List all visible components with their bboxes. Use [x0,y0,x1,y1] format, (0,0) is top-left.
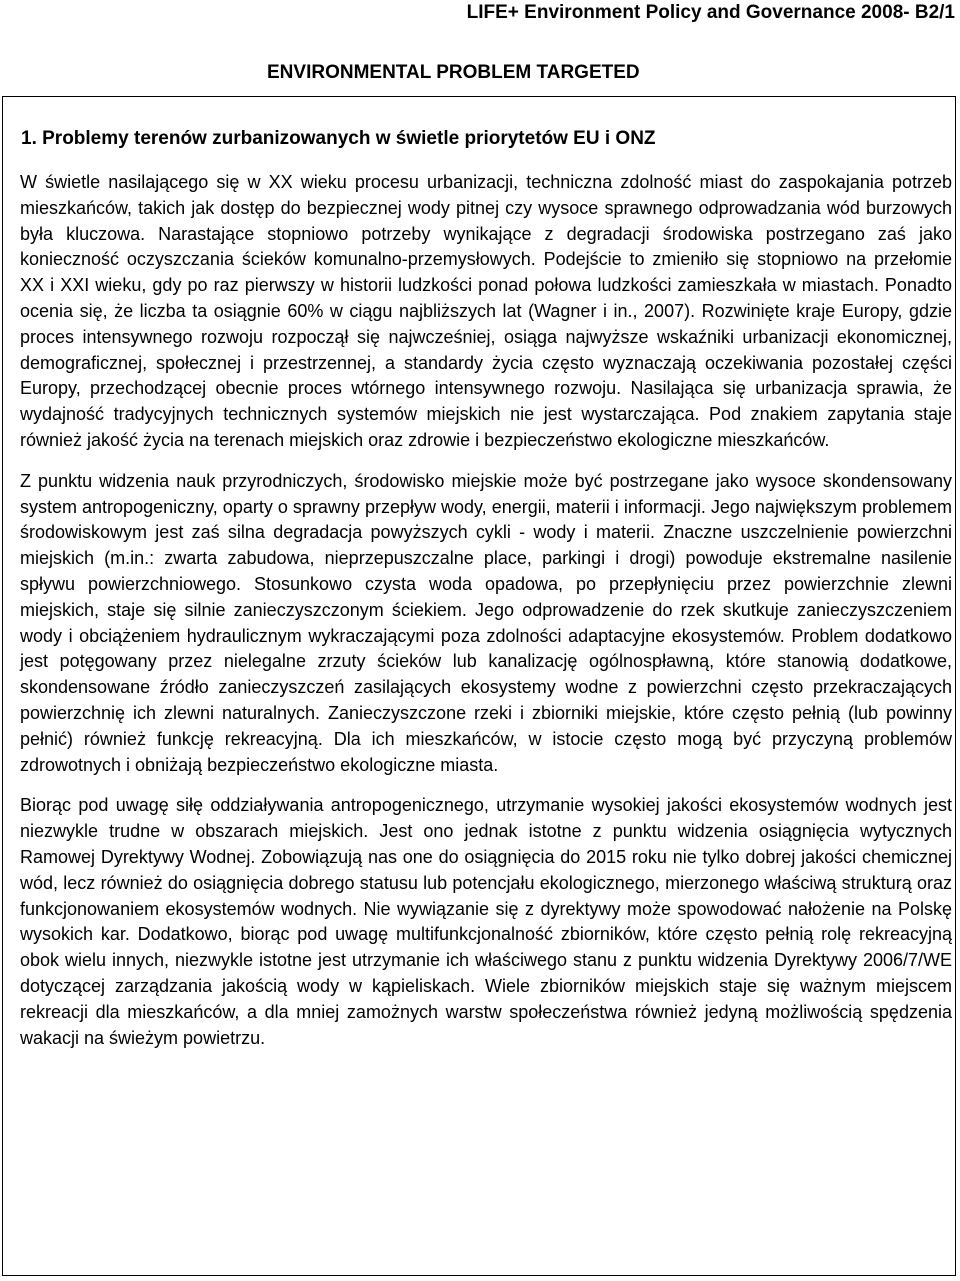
program-header: LIFE+ Environment Policy and Governance 2008- B2/1 [466,2,955,23]
problem-body [20,170,952,1066]
paragraph-water-framework-directive: Biorąc pod uwagę siłę oddziaływania antropogenicznego, utrzymanie wysokiej jakości ekosystemów wodnych jest niezwykle trudne w obszarach miejskich. Jest ono jednak istotne z punktu widzenia osiągnięcia wytycznych Ramowej Dyrektywy Wodnej. Zobowiązują nas one do osiągnięcia do 2015 roku nie tylko dobrej jakości chemicznej wód, lecz również do osiągnięcia dobrego statusu lub potencjału ekologicznego, mierzonego właściwą strukturą oraz funkcjonowaniem ekosystemów wodnych. Nie wywiązanie się z dyrektywy może spowodować nałożenie na Polskę wysokich kar. Dodatkowo, biorąc pod uwagę multifunkcjonalność zbiorników, które często pełnią rolę rekreacyjną obok wielu innych, niezwykle istotne jest utrzymanie ich właściwego stanu z punktu widzenia Dyrektywy 2006/7/WE dotyczącej zarządzania jakością wody w kąpieliskach. Wiele zbiorników miejskich staje się ważnym miejscem rekreacji dla mieszkańców, a dla mniej zamożnych warstw społeczeństwa również jedyną możliwością spędzenia wakacji na świeżym powietrzu. [20,795,952,1048]
paragraph-urbanization: W świetle nasilającego się w XX wieku procesu urbanizacji, techniczna zdolność miast do zaspokajania potrzeb mieszkańców, takich jak dostęp do bezpiecznej wody pitnej czy wysoce sprawnego odprowadzania wód burzowych była kluczowa. Narastające stopniowo potrzeby wynikające z degradacji środowiska postrzegano zaś jako konieczność oczyszczania ścieków komunalno-przemysłowych. Podejście to zmieniło się stopniowo na przełomie XX i XXI wieku, gdy po raz pierwszy w historii ludzkości ponad połowa ludzkości zamieszkała w miastach. Ponadto ocenia się, że liczba ta osiągnie 60% w ciągu najbliższych lat (Wagner i in., 2007). Rozwinięte kraje Europy, gdzie proces intensywnego rozwoju rozpoczął się najwcześniej, osiąga najwyższe wskaźniki urbanizacji ekonomicznej, demograficznej, społecznej i przestrzennej, a standardy życia często wyznaczają oczekiwania pozostałej części Europy, przechodzącej obecnie proces wtórnego intensywnego rozwoju. Nasilająca się urbanizacja sprawia, że wydajność tradycyjnych technicznych systemów miejskich nie jest wystarczająca. Pod znakiem zapytania staje również jakość życia na terenach miejskich oraz zdrowie i bezpieczeństwo ekologiczne mieszkańców. [20,172,952,450]
paragraph-urban-environment: Z punktu widzenia nauk przyrodniczych, środowisko miejskie może być postrzegane jako wysoce skondensowany system antropogeniczny, oparty o sprawny przepływ wody, energii, materii i informacji. Jego największym problemem środowiskowym jest zaś silna degradacja powyższych cykli - wody i materii. Znaczne uszczelnienie powierzchni miejskich (m.in.: zwarta zabudowa, nieprzepuszczalne place, parkingi i drogi) powoduje ekstremalne nasilenie spływu powierzchniowego. Stosunkowo czysta woda opadowa, po przepłynięciu przez powierzchnie zlewni miejskich, staje się silnie zanieczyszczonym ściekiem. Jego odprowadzenie do rzek skutkuje zanieczyszczeniem wody i obciążeniem hydraulicznym wykraczającymi poza zdolności adaptacyjne ekosystemów. Problem dodatkowo jest potęgowany przez nielegalne zrzuty ścieków lub kanalizację ogólnospławną, które stanowią dodatkowe, skondensowane źródło zanieczyszczeń zasilających ekosystemy wodne z powierzchni często przekraczających powierzchnię ich zlewni naturalnych. Zanieczyszczone rzeki i zbiorniki miejskie, które często pełnią (lub powinny pełnić) również funkcję rekreacyjną. Dla ich mieszkańców, w istocie często mogą być przyczyną problemów zdrowotnych i obniżają bezpieczeństwo ekologiczne miasta. [20,470,952,775]
problem-heading: 1. Problemy terenów zurbanizowanych w świetle priorytetów EU i ONZ [21,128,656,149]
section-title: ENVIRONMENTAL PROBLEM TARGETED [267,62,640,83]
